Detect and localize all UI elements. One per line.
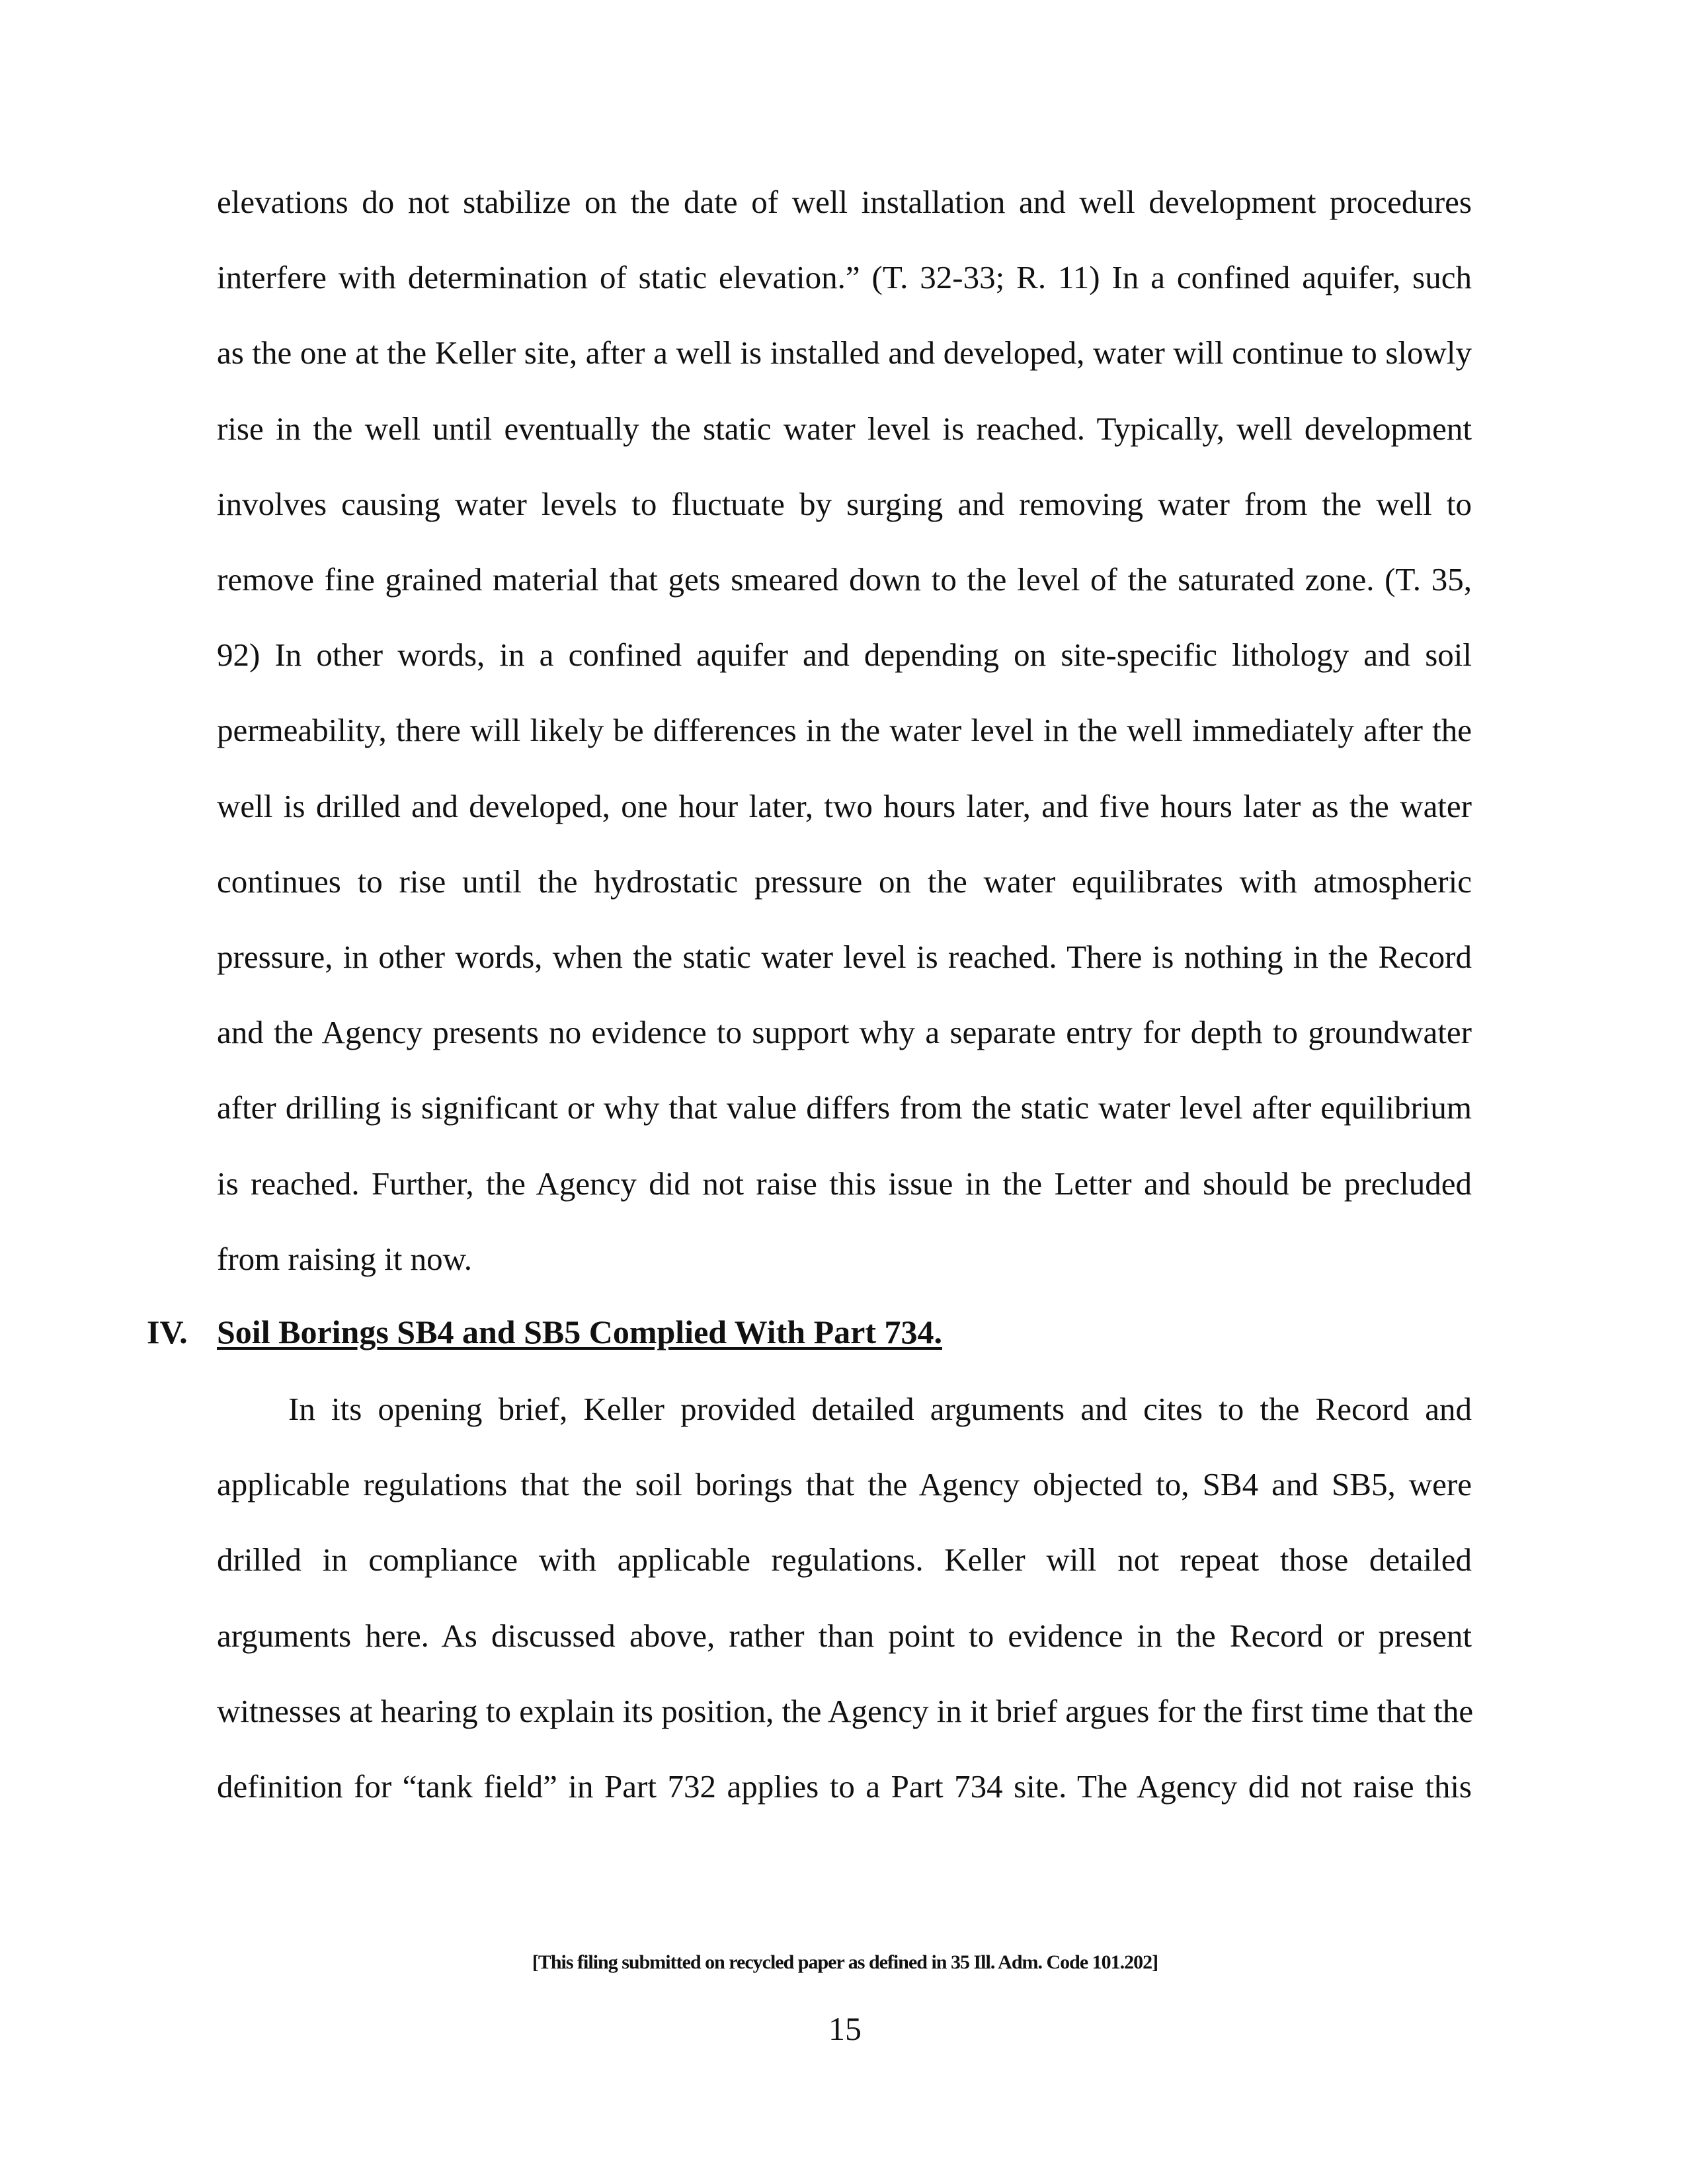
page-number: 15 (828, 2010, 862, 2047)
text-line: continues to rise until the hydrostatic pressure on the water equilibrates with atmospheric (217, 863, 1472, 900)
text-line: from raising it now. (217, 1240, 473, 1277)
text-line: as the one at the Keller site, after a well is installed and developed, water will continue to slowly (217, 334, 1472, 371)
text-line: 92) In other words, in a confined aquifer and depending on site-specific lithology and soil (217, 637, 1472, 674)
text-line: arguments here. As discussed above, rather than point to evidence in the Record or present (217, 1617, 1472, 1654)
section-number: IV. (147, 1313, 188, 1350)
text-line: permeability, there will likely be differences in the water level in the well immediately after the (217, 712, 1472, 749)
section-title: Soil Borings SB4 and SB5 Complied With Part 734. (217, 1313, 942, 1350)
text-line: interfere with determination of static elevation.” (T. 32-33; R. 11) In a confined aquifer, such (217, 259, 1472, 296)
text-line: and the Agency presents no evidence to support why a separate entry for depth to groundwater (217, 1014, 1472, 1051)
text-line: well is drilled and developed, one hour later, two hours later, and five hours later as the water (217, 787, 1472, 824)
text-line: In its opening brief, Keller provided detailed arguments and cites to the Record and (288, 1391, 1472, 1427)
text-line: applicable regulations that the soil borings that the Agency objected to, SB4 and SB5, were (217, 1466, 1472, 1503)
text-line: remove fine grained material that gets smeared down to the level of the saturated zone. (T. 35, (217, 561, 1472, 598)
text-line: pressure, in other words, when the static water level is reached. There is nothing in the Record (217, 939, 1472, 975)
text-line: rise in the well until eventually the static water level is reached. Typically, well development (217, 410, 1472, 447)
text-line: drilled in compliance with applicable regulations. Keller will not repeat those detailed (217, 1541, 1472, 1579)
section-heading (147, 1312, 942, 1352)
text-line: is reached. Further, the Agency did not raise this issue in the Letter and should be precluded (217, 1165, 1472, 1202)
text-line: after drilling is significant or why that value differs from the static water level after equilibrium (217, 1089, 1472, 1126)
text-line: involves causing water levels to fluctuate by surging and removing water from the well to (217, 485, 1472, 522)
text-line: elevations do not stabilize on the date of well installation and well development procedures (217, 184, 1472, 220)
text-line: definition for “tank field” in Part 732 applies to a Part 734 site. The Agency did not raise this (217, 1768, 1472, 1805)
footer-note: [This filing submitted on recycled paper as defined in 35 Ill. Adm. Code 101.202] (532, 1951, 1158, 1973)
text-line: witnesses at hearing to explain its position, the Agency in it brief argues for the first time that the (217, 1692, 1474, 1729)
